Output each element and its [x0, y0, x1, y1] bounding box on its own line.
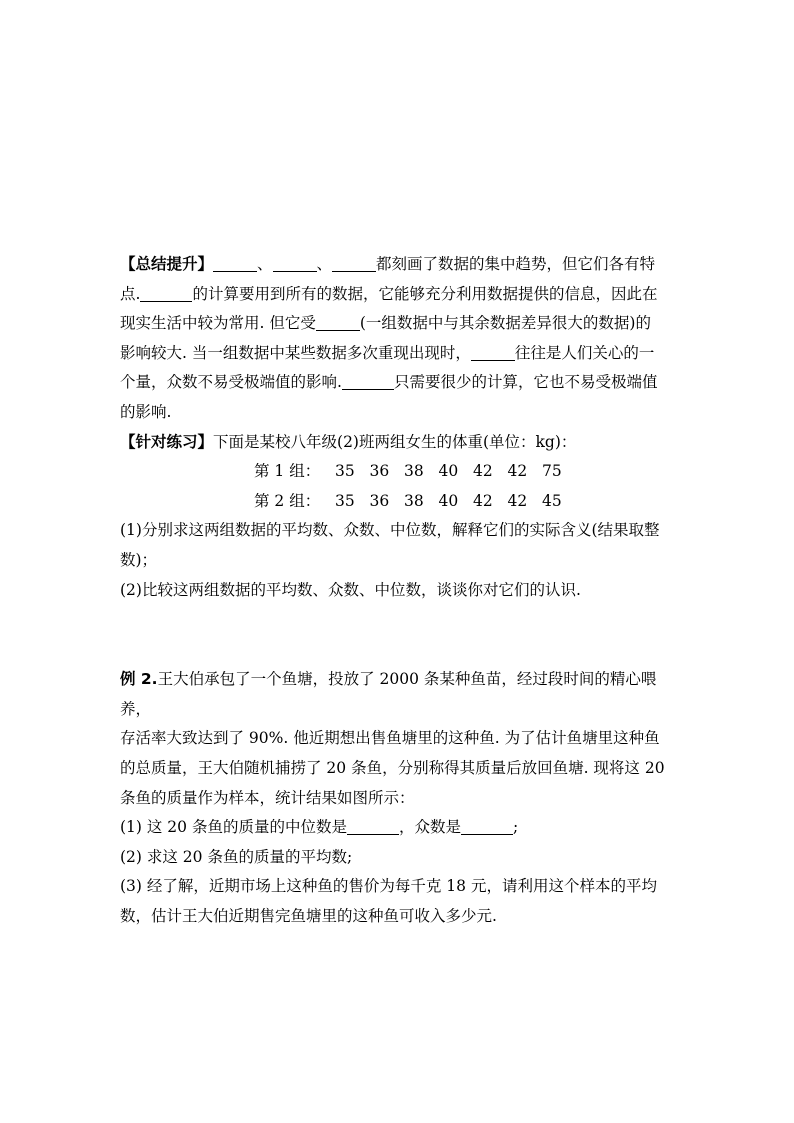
answer-blank[interactable] — [213, 253, 257, 272]
practice-group-1: 第 1 组： 35 36 38 40 42 42 75 — [254, 462, 562, 481]
example-line-3: 的总质量，王大伯随机捕捞了 20 条鱼，分别称得其质量后放回鱼塘. 现将这 20 — [120, 758, 665, 777]
example-question-3b: 数，估计王大伯近期售完鱼塘里的这种鱼可收入多少元. — [120, 906, 497, 925]
practice-question-1a: (1)分别求这两组数据的平均数、众数、中位数，解释它们的实际含义(结果取整 — [120, 521, 660, 540]
section-gap — [120, 605, 680, 665]
summary-line-4: 影响较大. 当一组数据中某些数据多次重现出现时， 往往是人们关心的一 — [120, 343, 655, 362]
practice-intro: 【针对练习】下面是某校八年级(2)班两组女生的体重(单位：kg)： — [120, 432, 577, 451]
example-question-2: (2) 求这 20 条鱼的质量的平均数; — [120, 847, 353, 866]
example-line-1: 例 2.王大伯承包了一个鱼塘，投放了 2000 条某种鱼苗，经过段时间的精心喂养， — [120, 670, 657, 718]
summary-title: 【总结提升】 — [120, 255, 214, 273]
summary-line-1: 【总结提升】 、 、 都刻画了数据的集中趋势，但它们各有特 — [120, 255, 656, 273]
answer-blank[interactable] — [471, 342, 515, 361]
summary-line-6: 的影响. — [120, 402, 172, 421]
answer-blank[interactable] — [316, 312, 360, 331]
summary-line-3: 现实生活中较为常用. 但它受 (一组数据中与其余数据差异很大的数据)的 — [120, 314, 651, 333]
practice-question-2: (2)比较这两组数据的平均数、众数、中位数，谈谈你对它们的认识. — [120, 580, 581, 599]
answer-blank[interactable] — [140, 283, 192, 302]
answer-blank[interactable] — [461, 816, 513, 835]
practice-question-1b: 数)； — [120, 550, 158, 569]
practice-title: 【针对练习】 — [120, 432, 214, 451]
worksheet-content — [120, 250, 680, 931]
answer-blank[interactable] — [347, 816, 399, 835]
practice-group-2: 第 2 组： 35 36 38 40 42 42 45 — [254, 491, 562, 510]
summary-line-2: 点. 的计算要用到所有的数据，它能够充分利用数据提供的信息，因此在 — [120, 284, 658, 303]
example-line-4: 条鱼的质量作为样本，统计结果如图所示： — [120, 788, 415, 807]
example-question-3a: (3) 经了解，近期市场上这种鱼的售价为每千克 18 元，请利用这个样本的平均 — [120, 877, 657, 896]
example-line-2: 存活率大致达到了 90%. 他近期想出售鱼塘里的这种鱼. 为了估计鱼塘里这种鱼 — [120, 729, 660, 748]
example-label: 例 2. — [120, 670, 158, 689]
example-question-1: (1) 这 20 条鱼的质量的中位数是 ，众数是 ; — [120, 818, 519, 837]
answer-blank[interactable] — [332, 253, 376, 272]
answer-blank[interactable] — [342, 371, 394, 390]
answer-blank[interactable] — [273, 253, 317, 272]
summary-line-5: 个量，众数不易受极端值的影响. 只需要很少的计算，它也不易受极端值 — [120, 373, 658, 392]
